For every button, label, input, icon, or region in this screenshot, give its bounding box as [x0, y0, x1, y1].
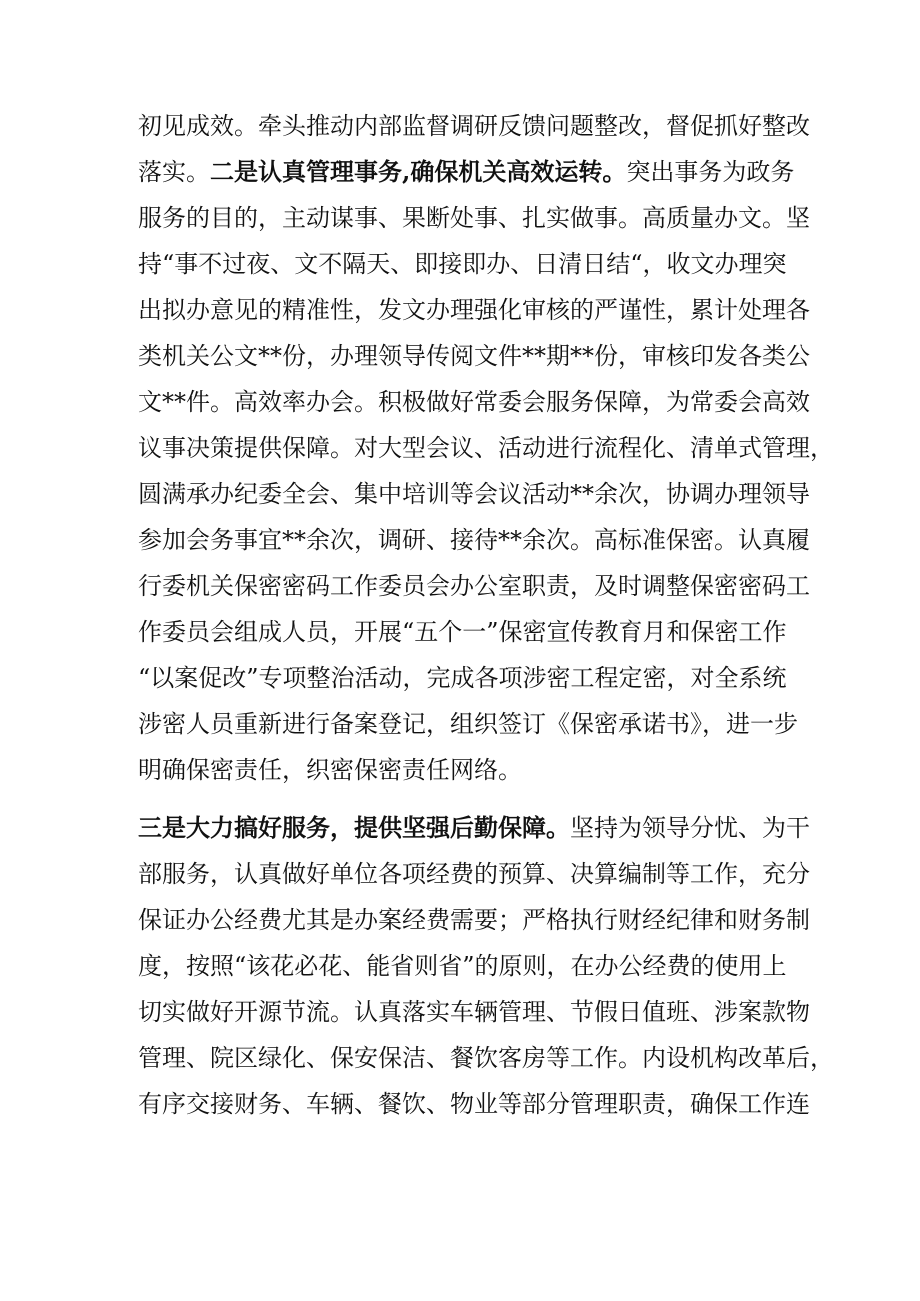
- text-line: 管理、院区绿化、保安保洁、餐饮客房等工作。内设机构改革后，: [138, 1044, 834, 1072]
- text-line: 参加会务事宜**余次，调研、接待**余次。高标准保密。认真履: [138, 526, 810, 554]
- text-line: 类机关公文**份，办理领导传阅文件**期**份，审核印发各类公: [138, 342, 810, 370]
- text-line: 圆满承办纪委全会、集中培训等会议活动**余次，协调办理领导: [138, 480, 810, 508]
- text-line: [138, 149, 795, 195]
- paragraph-spacer: [138, 793, 783, 805]
- text-line: [138, 805, 810, 851]
- text-line: 出拟办意见的精准性，发文办理强化审核的严谨性，累计处理各: [138, 296, 810, 324]
- bold-heading-three: 三是大力搞好服务，提供坚强后勤保障。: [138, 813, 570, 842]
- text-line: 涉密人员重新进行备案登记，组织签订《保密承诺书》，进一步: [138, 710, 798, 738]
- text-line: 服务的目的，主动谋事、果断处事、扎实做事。高质量办文。坚: [138, 204, 810, 232]
- text-run: 坚持为领导分忧、为干: [570, 814, 810, 842]
- bold-heading-two: 二是认真管理事务,确保机关高效运转。: [210, 157, 627, 186]
- text-line: 作委员会组成人员，开展“五个一”保密宣传教育月和保密工作: [138, 618, 787, 646]
- paragraph-second: [138, 805, 834, 1127]
- paragraph-first: [138, 103, 834, 793]
- text-line: 行委机关保密密码工作委员会办公室职责，及时调整保密密码工: [138, 572, 810, 600]
- text-line: 议事决策提供保障。对大型会议、活动进行流程化、清单式管理，: [138, 434, 834, 462]
- text-line: 文**件。高效率办会。积极做好常委会服务保障，为常委会高效: [138, 388, 810, 416]
- text-line: 持“事不过夜、文不隔天、即接即办、日清日结“，收文办理突: [138, 250, 787, 278]
- text-run: 落实。: [138, 158, 210, 186]
- text-line: 保证办公经费尤其是办案经费需要；严格执行财经纪律和财务制: [138, 906, 810, 934]
- text-run: 突出事务为政务: [626, 158, 795, 186]
- text-line: 有序交接财务、车辆、餐饮、物业等部分管理职责，确保工作连: [138, 1090, 810, 1118]
- text-line: 部服务，认真做好单位各项经费的预算、决算编制等工作，充分: [138, 860, 810, 888]
- text-line: 度，按照“该花必花、能省则省”的原则，在办公经费的使用上: [138, 952, 787, 980]
- document-page: [138, 103, 834, 1127]
- text-line: 明确保密责任，织密保密责任网络。: [138, 756, 522, 784]
- text-line: 初见成效。牵头推动内部监督调研反馈问题整改，督促抓好整改: [138, 112, 810, 140]
- text-line: “以案促改”专项整治活动，完成各项涉密工程定密，对全系统: [138, 664, 787, 692]
- text-line: 切实做好开源节流。认真落实车辆管理、节假日值班、涉案款物: [138, 998, 810, 1026]
